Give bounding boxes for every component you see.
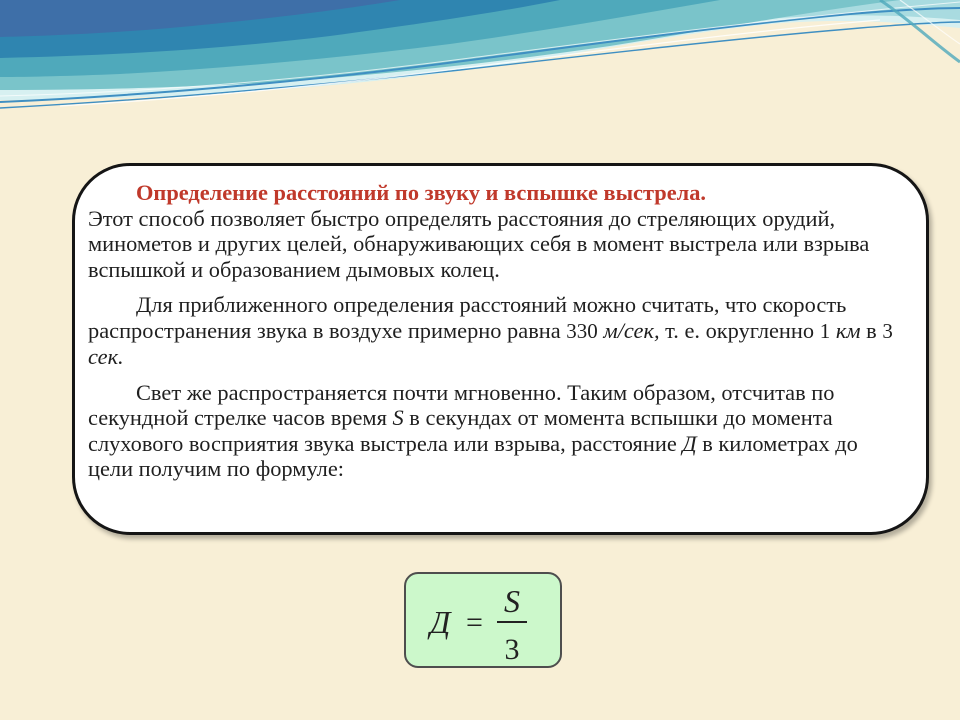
- time-symbol: S: [392, 405, 404, 430]
- formula-numerator: S: [504, 583, 520, 619]
- card-content: [88, 180, 908, 482]
- p3-text-before: Свет же распространяется почти мгновенно. Таким образом, отсчитав по секундной стрелке часов время: [88, 379, 835, 430]
- distance-symbol: Д: [682, 430, 697, 456]
- p3-text-after: в километрах до цели получим по формуле:: [88, 430, 858, 481]
- p3-text-mid: в секундах от момента вспышки до момента слухового восприятия звука выстрела или взрыва, расстояние: [88, 405, 833, 456]
- distance-unit: км: [835, 317, 861, 343]
- p2-text-mid: т. е. округленно: [659, 317, 820, 343]
- p2-text-mid2: в: [860, 317, 883, 343]
- formula-lhs: Д: [430, 604, 451, 640]
- time-value: 3: [882, 318, 893, 343]
- formula-box: [404, 572, 562, 668]
- card-title: Определение расстояний по звуку и вспышке выстрела.: [136, 180, 707, 205]
- paragraph-1: Этот способ позволяет быстро определять расстояния до стреляющих орудий, минометов и других целей, обнаруживающих себя в момент выстрела или взрыва вспышкой и образованием дымовых колец.: [88, 205, 870, 282]
- decorative-wave-header: [0, 0, 960, 120]
- speed-unit: м/сек,: [603, 317, 660, 343]
- formula: [406, 574, 564, 670]
- paragraph-3: [88, 380, 908, 482]
- paragraph-2: [88, 292, 908, 370]
- speed-value: 330: [566, 318, 598, 343]
- formula-equals: =: [466, 606, 483, 639]
- p2-text-before: Для приближенного определения расстояний можно считать, что скорость распространения звука в воздухе примерно равна: [88, 292, 847, 343]
- time-unit: сек.: [88, 344, 124, 369]
- distance-value: 1: [819, 318, 831, 343]
- formula-denominator: 3: [504, 633, 520, 666]
